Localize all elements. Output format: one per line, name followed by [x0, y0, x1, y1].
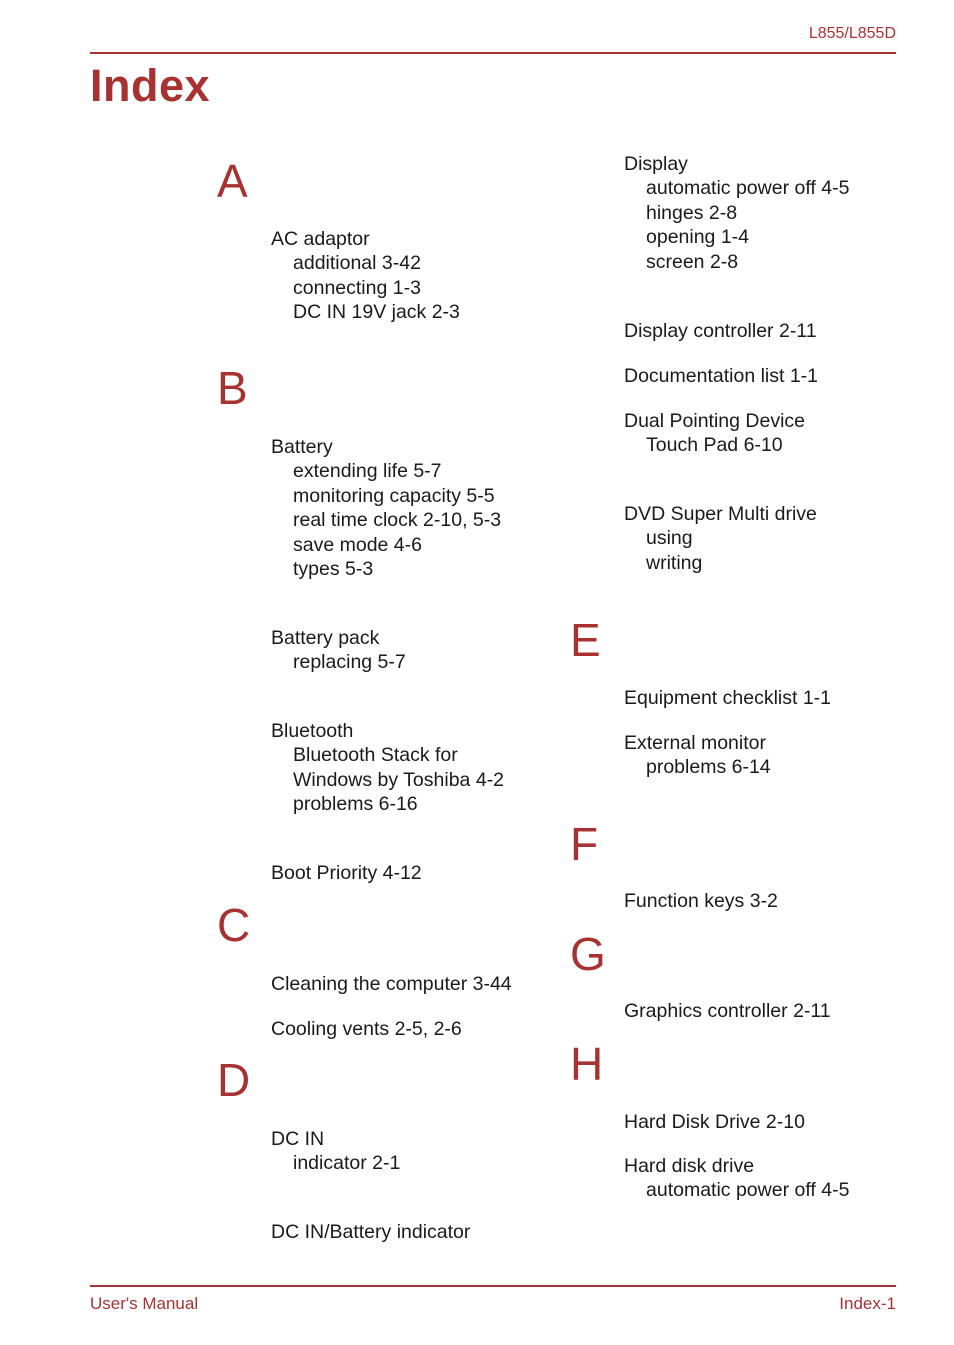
index-term: DC IN — [271, 1128, 325, 1150]
index-term: Hard Disk Drive 2-10 — [624, 1111, 805, 1133]
index-letter-g: G — [570, 928, 606, 980]
index-subentry: opening 1-4 — [646, 226, 750, 249]
index-subentry: replacing 5-7 — [293, 651, 406, 674]
index-subentry: screen 2-8 — [646, 250, 739, 273]
index-term: Equipment checklist 1-1 — [624, 687, 832, 709]
index-entry — [624, 1110, 805, 1134]
index-entry — [271, 626, 406, 675]
index-subentry: Windows by Toshiba 4-2 — [293, 768, 504, 791]
footer-page-number: Index-1 — [839, 1294, 896, 1313]
index-subentry: real time clock 2-10, 5-3 — [293, 509, 502, 532]
index-term: Battery — [271, 436, 333, 458]
index-entry — [624, 502, 817, 575]
index-term: Hard disk drive — [624, 1155, 755, 1177]
index-entry — [271, 1220, 470, 1244]
index-subentry: automatic power off 4-5 — [646, 177, 850, 200]
index-letter-b: B — [217, 362, 248, 414]
index-term: Cleaning the computer 3-44 — [271, 973, 512, 995]
index-entry — [271, 972, 512, 996]
index-entry — [624, 364, 818, 388]
index-letter-f: F — [570, 818, 599, 870]
index-letter-e: E — [570, 614, 601, 666]
index-subentry: automatic power off 4-5 — [646, 1179, 850, 1202]
index-letter-a: A — [217, 155, 248, 207]
index-term: Documentation list 1-1 — [624, 365, 819, 387]
index-term: Battery pack — [271, 627, 380, 649]
index-entry — [624, 319, 817, 343]
index-term: DC IN/Battery indicator — [271, 1221, 471, 1243]
index-entry — [271, 1127, 400, 1176]
index-entry — [624, 999, 831, 1023]
index-subentry: extending life 5-7 — [293, 460, 442, 483]
index-term: AC adaptor — [271, 228, 370, 250]
index-subentry: types 5-3 — [293, 558, 374, 581]
index-subentry: indicator 2-1 — [293, 1152, 401, 1175]
index-subentry: monitoring capacity 5-5 — [293, 484, 495, 507]
index-term: Bluetooth — [271, 720, 354, 742]
index-term: Display controller 2-11 — [624, 320, 817, 342]
index-term: Function keys 3-2 — [624, 890, 778, 912]
index-subentry: Bluetooth Stack for — [293, 744, 458, 767]
index-letter-d: D — [217, 1054, 251, 1106]
page-title: Index — [90, 60, 211, 111]
index-entry — [271, 435, 501, 581]
index-term: Display — [624, 153, 688, 175]
index-subentry: writing — [646, 551, 703, 574]
index-term: Cooling vents 2-5, 2-6 — [271, 1018, 462, 1040]
index-entry — [624, 409, 805, 458]
index-term: Dual Pointing Device — [624, 410, 806, 432]
footer-manual-label: User's Manual — [90, 1294, 199, 1313]
index-letter-h: H — [570, 1038, 604, 1090]
index-subentry: save mode 4-6 — [293, 533, 422, 556]
index-subentry: Touch Pad 6-10 — [646, 434, 783, 457]
index-term: External monitor — [624, 732, 766, 754]
index-entry — [624, 686, 831, 710]
footer-rule — [90, 1285, 896, 1287]
index-term: DVD Super Multi drive — [624, 503, 817, 525]
index-entry — [624, 889, 778, 913]
index-letter-c: C — [217, 899, 251, 951]
header-rule — [90, 52, 896, 54]
index-subentry: using — [646, 527, 693, 550]
index-term: Graphics controller 2-11 — [624, 1000, 831, 1022]
index-entry — [271, 861, 422, 885]
index-entry — [271, 1017, 462, 1041]
index-entry — [624, 152, 849, 274]
index-entry — [271, 227, 460, 325]
index-term: Boot Priority 4-12 — [271, 862, 422, 884]
index-subentry: DC IN 19V jack 2-3 — [293, 301, 460, 324]
index-subentry: additional 3-42 — [293, 252, 421, 275]
index-subentry: problems 6-16 — [293, 793, 418, 816]
index-entry — [624, 731, 771, 780]
header-model: L855/L855D — [808, 25, 896, 42]
index-entry — [624, 1154, 849, 1203]
index-entry — [271, 719, 504, 817]
index-subentry: hinges 2-8 — [646, 201, 738, 224]
index-subentry: connecting 1-3 — [293, 276, 421, 299]
index-subentry: problems 6-14 — [646, 756, 771, 779]
